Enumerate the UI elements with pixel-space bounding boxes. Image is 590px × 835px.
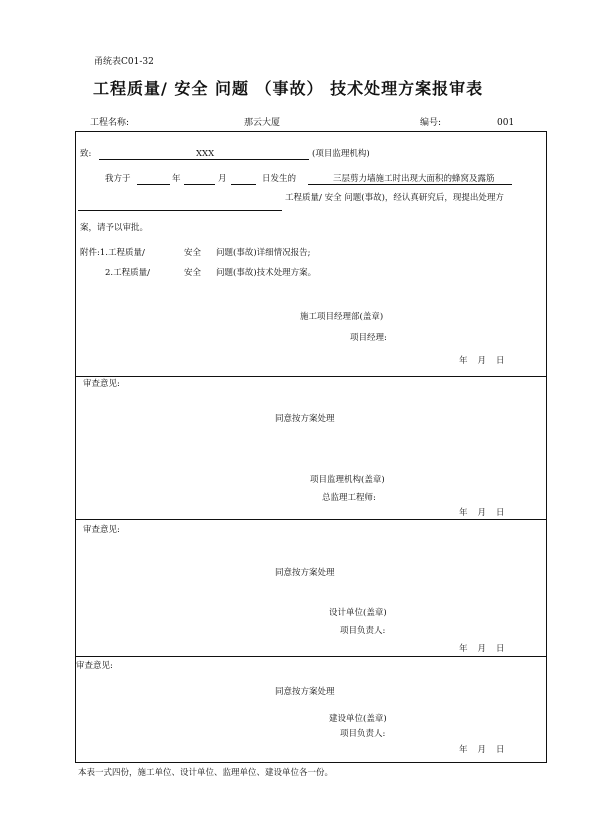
page-title: 工程质量/ 安全 问题 （事故） 技术处理方案报审表 xyxy=(93,79,484,98)
signer-label-2: 总监理工程师: xyxy=(322,493,376,503)
opinion-label-3: 审查意见: xyxy=(83,525,120,535)
section-divider-1 xyxy=(75,376,547,377)
manager-label: 项目经理: xyxy=(350,333,387,343)
continuation-underline xyxy=(78,210,282,211)
date-2: 年 月 日 xyxy=(459,508,505,518)
month-blank xyxy=(184,184,215,185)
org-seal-label-4: 建设单位(盖章) xyxy=(329,714,387,724)
dept-seal-label: 施工项目经理部(盖章) xyxy=(300,312,384,322)
date-1: 年 月 日 xyxy=(459,356,505,366)
section-divider-2 xyxy=(75,519,547,520)
signer-label-4: 项目负责人: xyxy=(340,729,386,739)
project-number-value: 001 xyxy=(497,118,515,128)
opinion-text-3: 同意按方案处理 xyxy=(275,568,335,578)
event-underline xyxy=(308,184,512,185)
org-seal-label-3: 设计单位(盖章) xyxy=(329,608,387,618)
date-4: 年 月 日 xyxy=(459,745,505,755)
project-name-value: 那云大厦 xyxy=(244,118,281,128)
project-name-label: 工程名称: xyxy=(90,118,130,128)
section-divider-3 xyxy=(75,656,547,657)
request-text: 案，请予以审批。 xyxy=(80,223,149,233)
org-seal-label-2: 项目监理机构(盖章) xyxy=(310,475,385,485)
opinion-text-4: 同意按方案处理 xyxy=(275,687,335,697)
opinion-label-4: 审查意见: xyxy=(76,661,113,671)
event-description: 三层剪力墙施工时出现大面积的蜂窝及露筋 xyxy=(333,174,495,184)
to-suffix: (项目监理机构) xyxy=(312,149,370,159)
signer-label-3: 项目负责人: xyxy=(340,626,386,636)
date-3: 年 月 日 xyxy=(459,644,505,654)
attachment-1-rest: 问题(事故)详细情况报告; xyxy=(216,248,311,258)
to-value: XXX xyxy=(196,149,215,159)
year-label: 年 xyxy=(172,174,181,184)
form-code: 甬统表C01-32 xyxy=(94,57,154,67)
year-blank xyxy=(137,184,170,185)
attachment-2-label: 2.工程质量/ xyxy=(105,268,150,278)
project-number-label: 编号: xyxy=(420,118,442,128)
footer-note: 本表一式四份，施工单位、设计单位、监理单位、建设单位各一份。 xyxy=(78,768,334,778)
attachment-2-rest: 问题(事故)技术处理方案。 xyxy=(216,268,317,278)
to-label: 致: xyxy=(80,149,92,159)
attachment-2-mid: 安全 xyxy=(184,268,202,278)
continuation-text: 工程质量/ 安全 问题(事故)，经认真研究后，现提出处理方 xyxy=(285,193,504,203)
attachment-1-mid: 安全 xyxy=(184,248,202,258)
month-label: 月 xyxy=(218,174,227,184)
opinion-text-2: 同意按方案处理 xyxy=(275,414,335,424)
day-blank xyxy=(231,184,256,185)
day-occurred-text: 日发生的 xyxy=(262,174,297,184)
i-on-text: 我方于 xyxy=(105,174,131,184)
attachment-1-label: 附件:1.工程质量/ xyxy=(80,248,145,258)
opinion-label-2: 审查意见: xyxy=(83,379,120,389)
